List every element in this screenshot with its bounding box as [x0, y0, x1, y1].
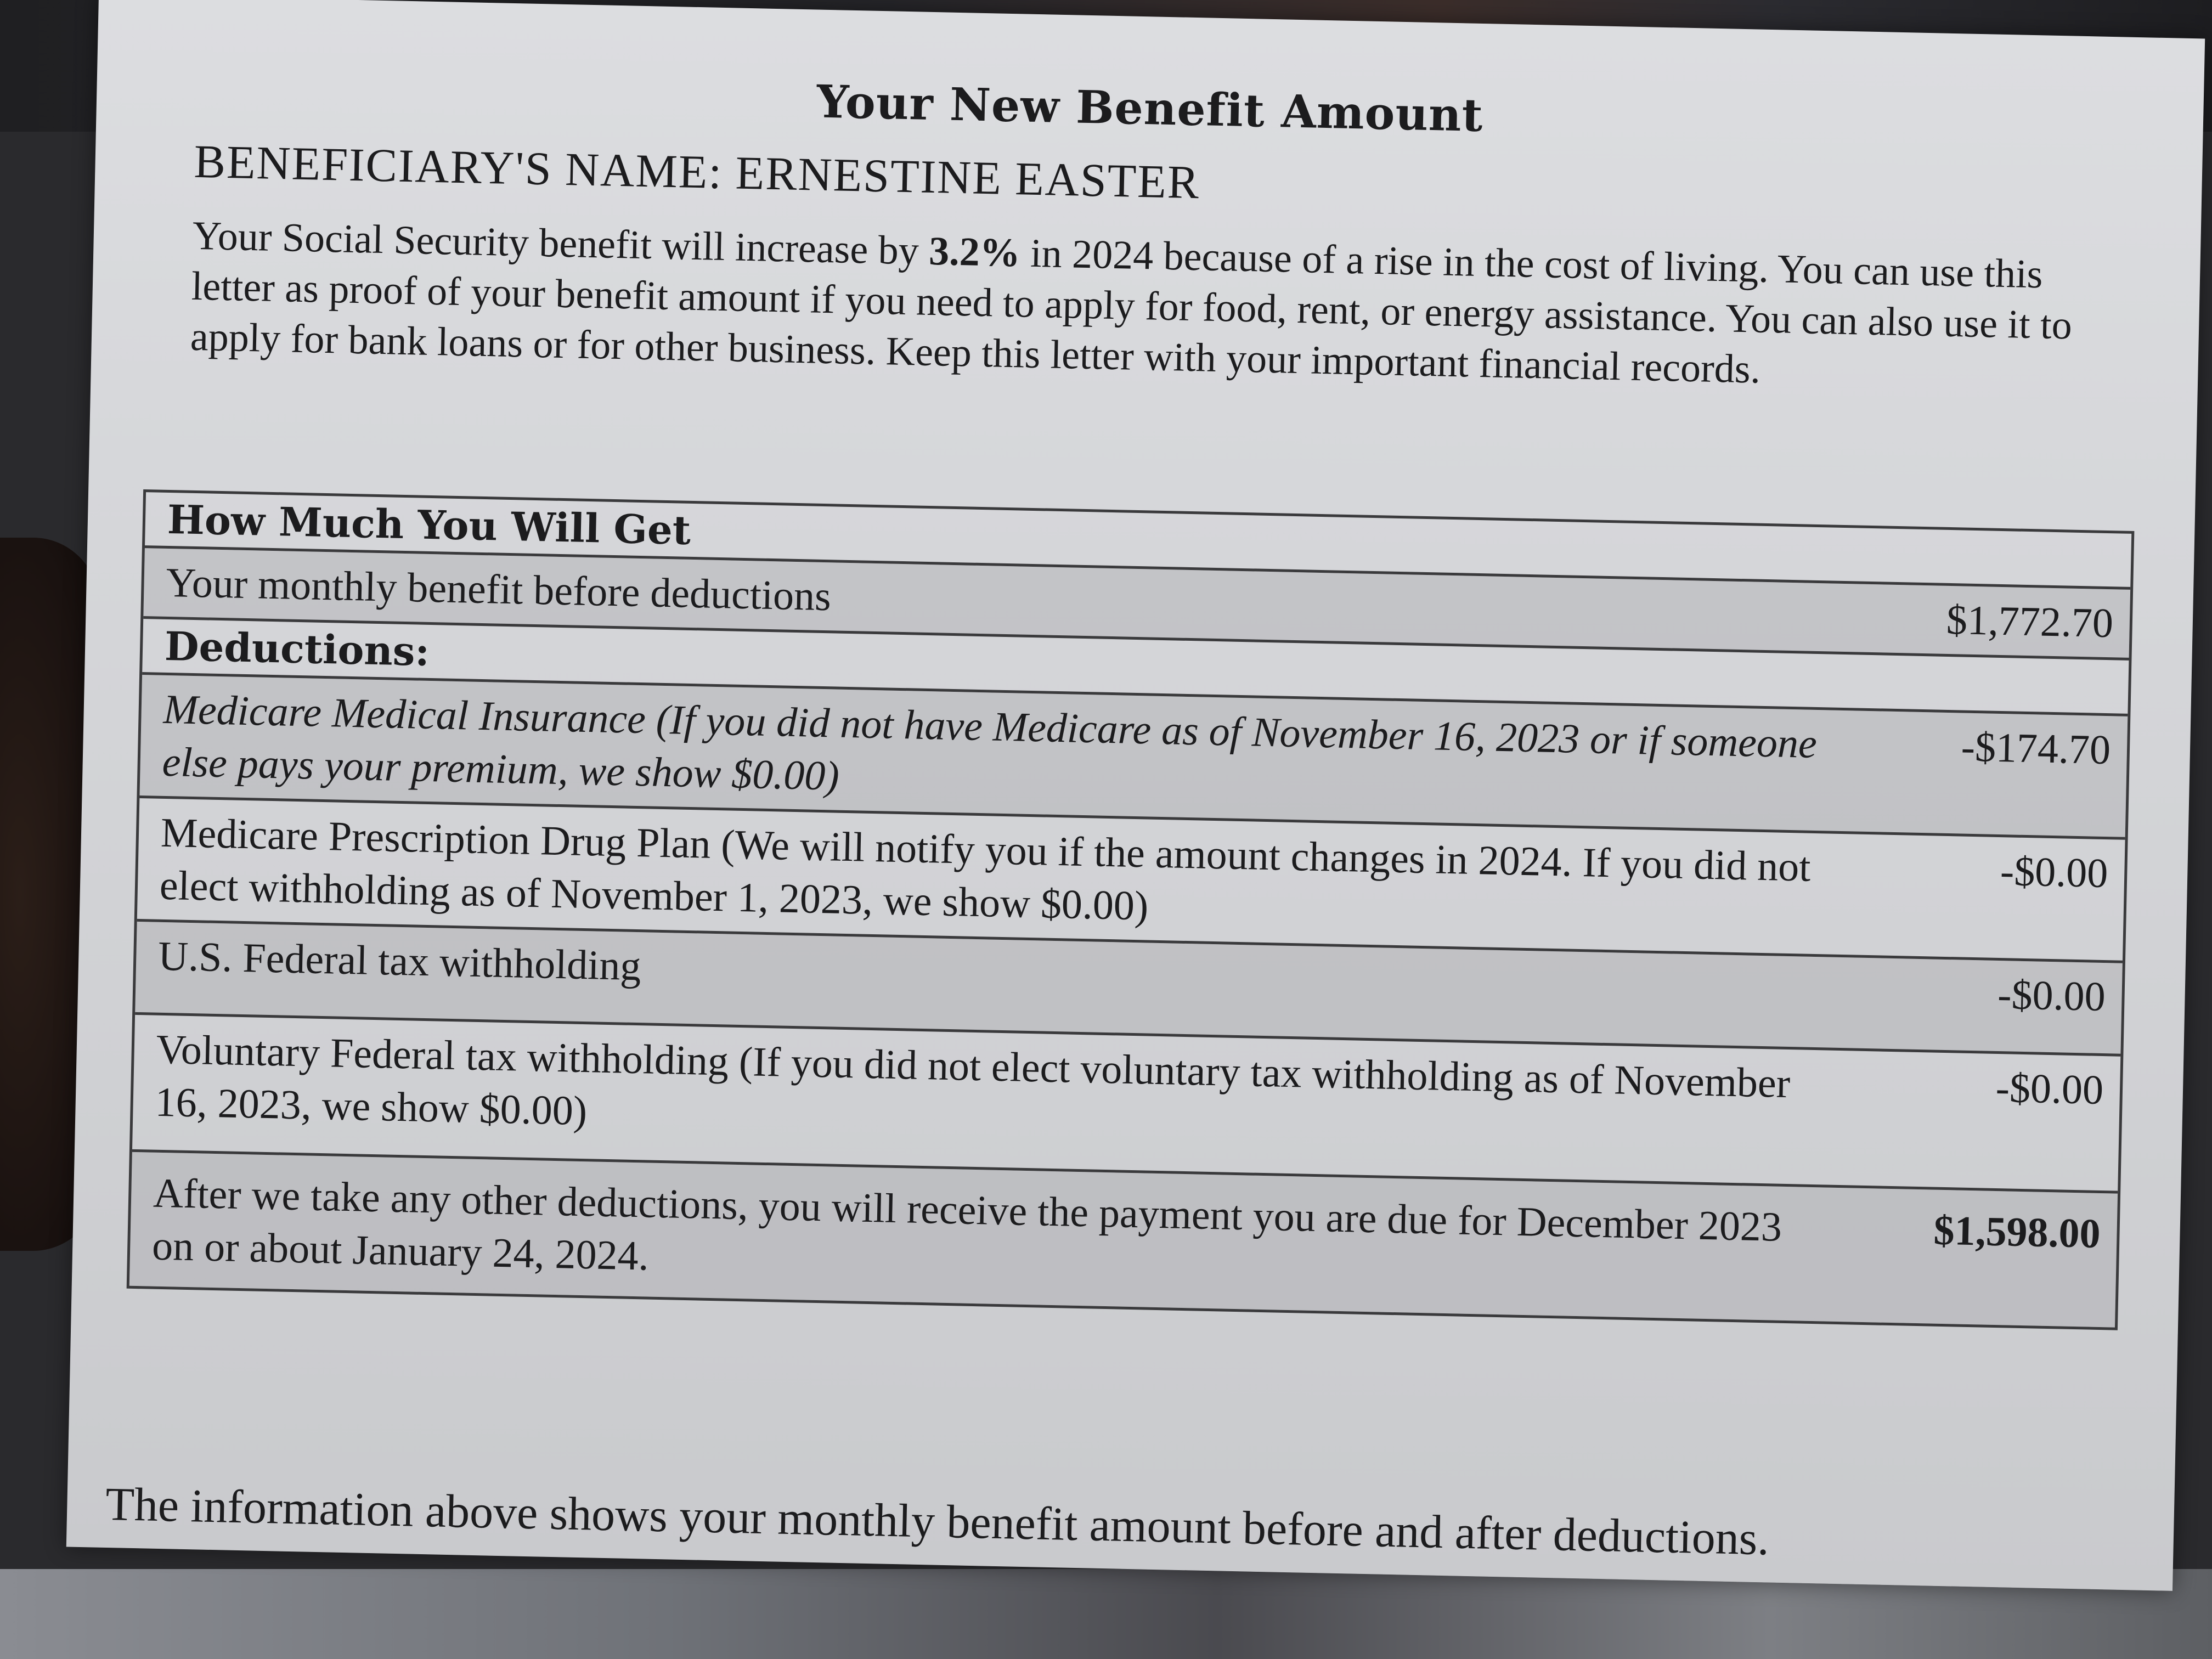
deduction-label: Medicare Medical Insurance (If you did not have Medicare as of November 16, 2023 or if someone else pays your premium, we show $0.00)	[161, 686, 1818, 799]
increase-percent: 3.2%	[928, 228, 1021, 276]
deduction-label: U.S. Federal tax withholding	[157, 933, 642, 990]
deduction-amount: -$174.70	[1960, 724, 2111, 774]
net-payment-amount: $1,598.00	[1933, 1207, 2101, 1257]
intro-text-start: Your Social Security benefit will increase by	[192, 213, 930, 274]
table-header-label: How Much You Will Get	[167, 495, 691, 554]
deduction-label: Medicare Prescription Drug Plan (We will notify you if the amount changes in 2024. If you did not elect withholding as of November 1, 2023, we show $0.00)	[159, 809, 1812, 929]
benefit-table	[127, 489, 2135, 1330]
monthly-benefit-label: Your monthly benefit before deductions	[165, 559, 832, 620]
letter-title: Your New Benefit Amount	[816, 75, 1484, 142]
deduction-amount: -$0.00	[2000, 848, 2109, 897]
deductions-header-label: Deductions:	[164, 622, 430, 675]
net-payment-label: After we take any other deductions, you will receive the payment you are due for December 2023 on or about January 24, 2024.	[151, 1170, 1782, 1279]
deduction-amount: -$0.00	[1997, 971, 2106, 1020]
deduction-amount: -$0.00	[1995, 1064, 2104, 1114]
deduction-label: Voluntary Federal tax withholding (If you did not elect voluntary tax withholding as of November 16, 2023, we show $0.00)	[154, 1026, 1791, 1135]
footer-text: The information above shows your monthly benefit amount before and after deductions.	[105, 1477, 1770, 1565]
intro-paragraph	[190, 211, 2091, 402]
intro-text-end: in 2024 because of a rise in the cost of living. You can use this letter as proof of your benefit amount if you need to apply for food, rent, or energy assistance. You can also use it to apply for bank loans or for other business. Keep this letter with your important financial records.	[190, 230, 2073, 392]
benefit-letter	[66, 0, 2205, 1591]
monthly-benefit-amount: $1,772.70	[1946, 596, 2114, 647]
beneficiary-name: BENEFICIARY'S NAME: ERNESTINE EASTER	[193, 134, 1201, 209]
